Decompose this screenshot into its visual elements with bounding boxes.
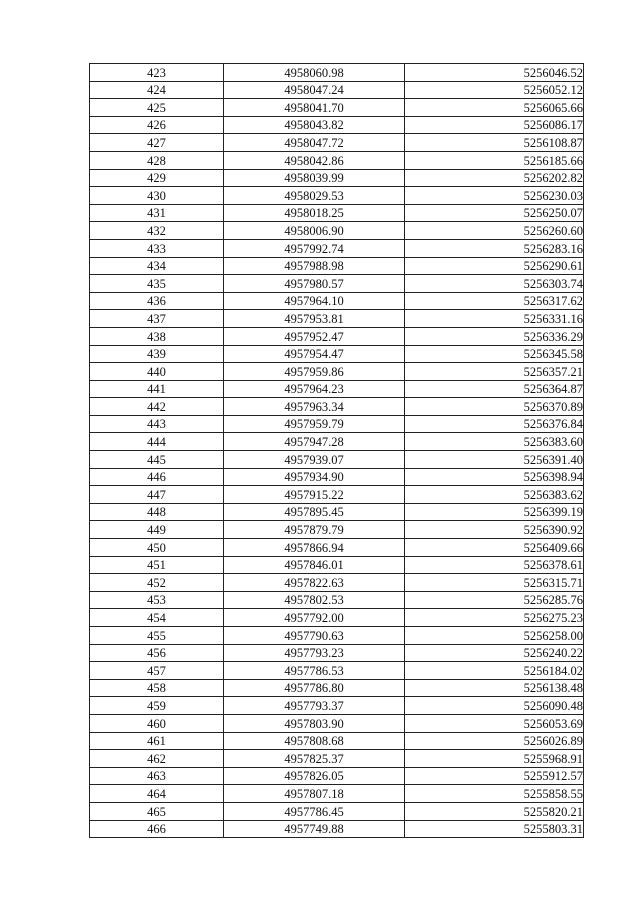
y-coordinate-cell: 5255803.31 [405, 820, 584, 838]
x-coordinate-cell: 4957792.00 [224, 609, 405, 627]
y-coordinate-cell: 5256258.00 [405, 627, 584, 645]
x-coordinate-cell: 4957846.01 [224, 556, 405, 574]
point-number-cell: 426 [90, 116, 224, 134]
table-row [90, 503, 584, 521]
y-coordinate-cell: 5256260.60 [405, 222, 584, 240]
y-coordinate-cell: 5256331.16 [405, 310, 584, 328]
point-number-cell: 453 [90, 591, 224, 609]
x-coordinate-cell: 4957749.88 [224, 820, 405, 838]
table-row [90, 275, 584, 293]
y-coordinate-cell: 5256376.84 [405, 415, 584, 433]
table-row [90, 222, 584, 240]
table-row [90, 802, 584, 820]
point-number-cell: 447 [90, 486, 224, 504]
table-row [90, 556, 584, 574]
y-coordinate-cell: 5255968.91 [405, 750, 584, 768]
x-coordinate-cell: 4957959.79 [224, 415, 405, 433]
point-number-cell: 450 [90, 539, 224, 557]
x-coordinate-cell: 4957793.23 [224, 644, 405, 662]
y-coordinate-cell: 5256026.89 [405, 732, 584, 750]
table-row [90, 732, 584, 750]
table-row [90, 81, 584, 99]
x-coordinate-cell: 4957980.57 [224, 275, 405, 293]
y-coordinate-cell: 5256398.94 [405, 468, 584, 486]
table-row [90, 714, 584, 732]
y-coordinate-cell: 5255858.55 [405, 785, 584, 803]
x-coordinate-cell: 4957964.10 [224, 292, 405, 310]
x-coordinate-cell: 4957964.23 [224, 380, 405, 398]
x-coordinate-cell: 4958041.70 [224, 99, 405, 117]
x-coordinate-cell: 4957879.79 [224, 521, 405, 539]
x-coordinate-cell: 4958047.72 [224, 134, 405, 152]
x-coordinate-cell: 4958060.98 [224, 64, 405, 82]
y-coordinate-cell: 5256391.40 [405, 451, 584, 469]
point-number-cell: 444 [90, 433, 224, 451]
point-number-cell: 432 [90, 222, 224, 240]
point-number-cell: 445 [90, 451, 224, 469]
table-row [90, 785, 584, 803]
table-row [90, 750, 584, 768]
point-number-cell: 460 [90, 714, 224, 732]
point-number-cell: 456 [90, 644, 224, 662]
x-coordinate-cell: 4957786.80 [224, 679, 405, 697]
point-number-cell: 458 [90, 679, 224, 697]
table-row [90, 574, 584, 592]
table-row [90, 820, 584, 838]
x-coordinate-cell: 4957953.81 [224, 310, 405, 328]
point-number-cell: 430 [90, 187, 224, 205]
y-coordinate-cell: 5256345.58 [405, 345, 584, 363]
x-coordinate-cell: 4957947.28 [224, 433, 405, 451]
point-number-cell: 448 [90, 503, 224, 521]
point-number-cell: 461 [90, 732, 224, 750]
y-coordinate-cell: 5256184.02 [405, 662, 584, 680]
y-coordinate-cell: 5256390.92 [405, 521, 584, 539]
x-coordinate-cell: 4957803.90 [224, 714, 405, 732]
x-coordinate-cell: 4957786.45 [224, 802, 405, 820]
y-coordinate-cell: 5256370.89 [405, 398, 584, 416]
x-coordinate-cell: 4958018.25 [224, 204, 405, 222]
y-coordinate-cell: 5255912.57 [405, 767, 584, 785]
table-row [90, 116, 584, 134]
y-coordinate-cell: 5256383.60 [405, 433, 584, 451]
x-coordinate-cell: 4957954.47 [224, 345, 405, 363]
y-coordinate-cell: 5256290.61 [405, 257, 584, 275]
point-number-cell: 446 [90, 468, 224, 486]
y-coordinate-cell: 5256240.22 [405, 644, 584, 662]
x-coordinate-cell: 4958042.86 [224, 151, 405, 169]
point-number-cell: 431 [90, 204, 224, 222]
table-row [90, 380, 584, 398]
point-number-cell: 433 [90, 239, 224, 257]
x-coordinate-cell: 4957786.53 [224, 662, 405, 680]
table-row [90, 134, 584, 152]
y-coordinate-cell: 5256364.87 [405, 380, 584, 398]
table-row [90, 451, 584, 469]
point-number-cell: 423 [90, 64, 224, 82]
point-number-cell: 459 [90, 697, 224, 715]
point-number-cell: 434 [90, 257, 224, 275]
y-coordinate-cell: 5256378.61 [405, 556, 584, 574]
point-number-cell: 464 [90, 785, 224, 803]
point-number-cell: 436 [90, 292, 224, 310]
y-coordinate-cell: 5256138.48 [405, 679, 584, 697]
table-row [90, 539, 584, 557]
table-row [90, 627, 584, 645]
point-number-cell: 438 [90, 327, 224, 345]
point-number-cell: 440 [90, 363, 224, 381]
table-row [90, 64, 584, 82]
y-coordinate-cell: 5256336.29 [405, 327, 584, 345]
point-number-cell: 462 [90, 750, 224, 768]
point-number-cell: 451 [90, 556, 224, 574]
point-number-cell: 449 [90, 521, 224, 539]
x-coordinate-cell: 4957826.05 [224, 767, 405, 785]
y-coordinate-cell: 5256399.19 [405, 503, 584, 521]
x-coordinate-cell: 4957988.98 [224, 257, 405, 275]
y-coordinate-cell: 5256285.76 [405, 591, 584, 609]
point-number-cell: 463 [90, 767, 224, 785]
table-row [90, 169, 584, 187]
x-coordinate-cell: 4957802.53 [224, 591, 405, 609]
point-number-cell: 454 [90, 609, 224, 627]
x-coordinate-cell: 4958043.82 [224, 116, 405, 134]
y-coordinate-cell: 5256046.52 [405, 64, 584, 82]
table-row [90, 767, 584, 785]
table-row [90, 187, 584, 205]
table-row [90, 239, 584, 257]
table-row [90, 433, 584, 451]
y-coordinate-cell: 5256283.16 [405, 239, 584, 257]
table-row [90, 398, 584, 416]
x-coordinate-cell: 4957793.37 [224, 697, 405, 715]
point-number-cell: 424 [90, 81, 224, 99]
y-coordinate-cell: 5256409.66 [405, 539, 584, 557]
x-coordinate-cell: 4957808.68 [224, 732, 405, 750]
x-coordinate-cell: 4958047.24 [224, 81, 405, 99]
point-number-cell: 437 [90, 310, 224, 328]
x-coordinate-cell: 4957959.86 [224, 363, 405, 381]
table-row [90, 415, 584, 433]
point-number-cell: 452 [90, 574, 224, 592]
point-number-cell: 457 [90, 662, 224, 680]
point-number-cell: 439 [90, 345, 224, 363]
y-coordinate-cell: 5256303.74 [405, 275, 584, 293]
table-row [90, 697, 584, 715]
y-coordinate-cell: 5256315.71 [405, 574, 584, 592]
point-number-cell: 429 [90, 169, 224, 187]
point-number-cell: 443 [90, 415, 224, 433]
table-row [90, 345, 584, 363]
x-coordinate-cell: 4957939.07 [224, 451, 405, 469]
table-row [90, 609, 584, 627]
point-number-cell: 427 [90, 134, 224, 152]
table-row [90, 257, 584, 275]
table-row [90, 204, 584, 222]
y-coordinate-cell: 5256090.48 [405, 697, 584, 715]
y-coordinate-cell: 5256383.62 [405, 486, 584, 504]
y-coordinate-cell: 5256317.62 [405, 292, 584, 310]
point-number-cell: 465 [90, 802, 224, 820]
point-number-cell: 455 [90, 627, 224, 645]
x-coordinate-cell: 4957934.90 [224, 468, 405, 486]
table-row [90, 363, 584, 381]
table-row [90, 327, 584, 345]
y-coordinate-cell: 5256108.87 [405, 134, 584, 152]
x-coordinate-cell: 4957915.22 [224, 486, 405, 504]
table-row [90, 591, 584, 609]
y-coordinate-cell: 5256053.69 [405, 714, 584, 732]
table-row [90, 644, 584, 662]
x-coordinate-cell: 4957963.34 [224, 398, 405, 416]
point-number-cell: 466 [90, 820, 224, 838]
x-coordinate-cell: 4958039.99 [224, 169, 405, 187]
y-coordinate-cell: 5256185.66 [405, 151, 584, 169]
coordinates-table-body [90, 64, 584, 838]
table-row [90, 521, 584, 539]
x-coordinate-cell: 4958029.53 [224, 187, 405, 205]
x-coordinate-cell: 4958006.90 [224, 222, 405, 240]
table-row [90, 292, 584, 310]
table-row [90, 468, 584, 486]
x-coordinate-cell: 4957895.45 [224, 503, 405, 521]
table-row [90, 99, 584, 117]
y-coordinate-cell: 5256250.07 [405, 204, 584, 222]
point-number-cell: 435 [90, 275, 224, 293]
x-coordinate-cell: 4957952.47 [224, 327, 405, 345]
x-coordinate-cell: 4957822.63 [224, 574, 405, 592]
table-row [90, 662, 584, 680]
coordinates-table [89, 63, 584, 838]
table-row [90, 679, 584, 697]
y-coordinate-cell: 5256357.21 [405, 363, 584, 381]
table-row [90, 486, 584, 504]
y-coordinate-cell: 5256275.23 [405, 609, 584, 627]
point-number-cell: 425 [90, 99, 224, 117]
y-coordinate-cell: 5256202.82 [405, 169, 584, 187]
x-coordinate-cell: 4957866.94 [224, 539, 405, 557]
table-row [90, 310, 584, 328]
y-coordinate-cell: 5255820.21 [405, 802, 584, 820]
y-coordinate-cell: 5256065.66 [405, 99, 584, 117]
x-coordinate-cell: 4957807.18 [224, 785, 405, 803]
y-coordinate-cell: 5256052.12 [405, 81, 584, 99]
y-coordinate-cell: 5256230.03 [405, 187, 584, 205]
x-coordinate-cell: 4957825.37 [224, 750, 405, 768]
point-number-cell: 428 [90, 151, 224, 169]
x-coordinate-cell: 4957992.74 [224, 239, 405, 257]
x-coordinate-cell: 4957790.63 [224, 627, 405, 645]
y-coordinate-cell: 5256086.17 [405, 116, 584, 134]
point-number-cell: 442 [90, 398, 224, 416]
table-row [90, 151, 584, 169]
point-number-cell: 441 [90, 380, 224, 398]
